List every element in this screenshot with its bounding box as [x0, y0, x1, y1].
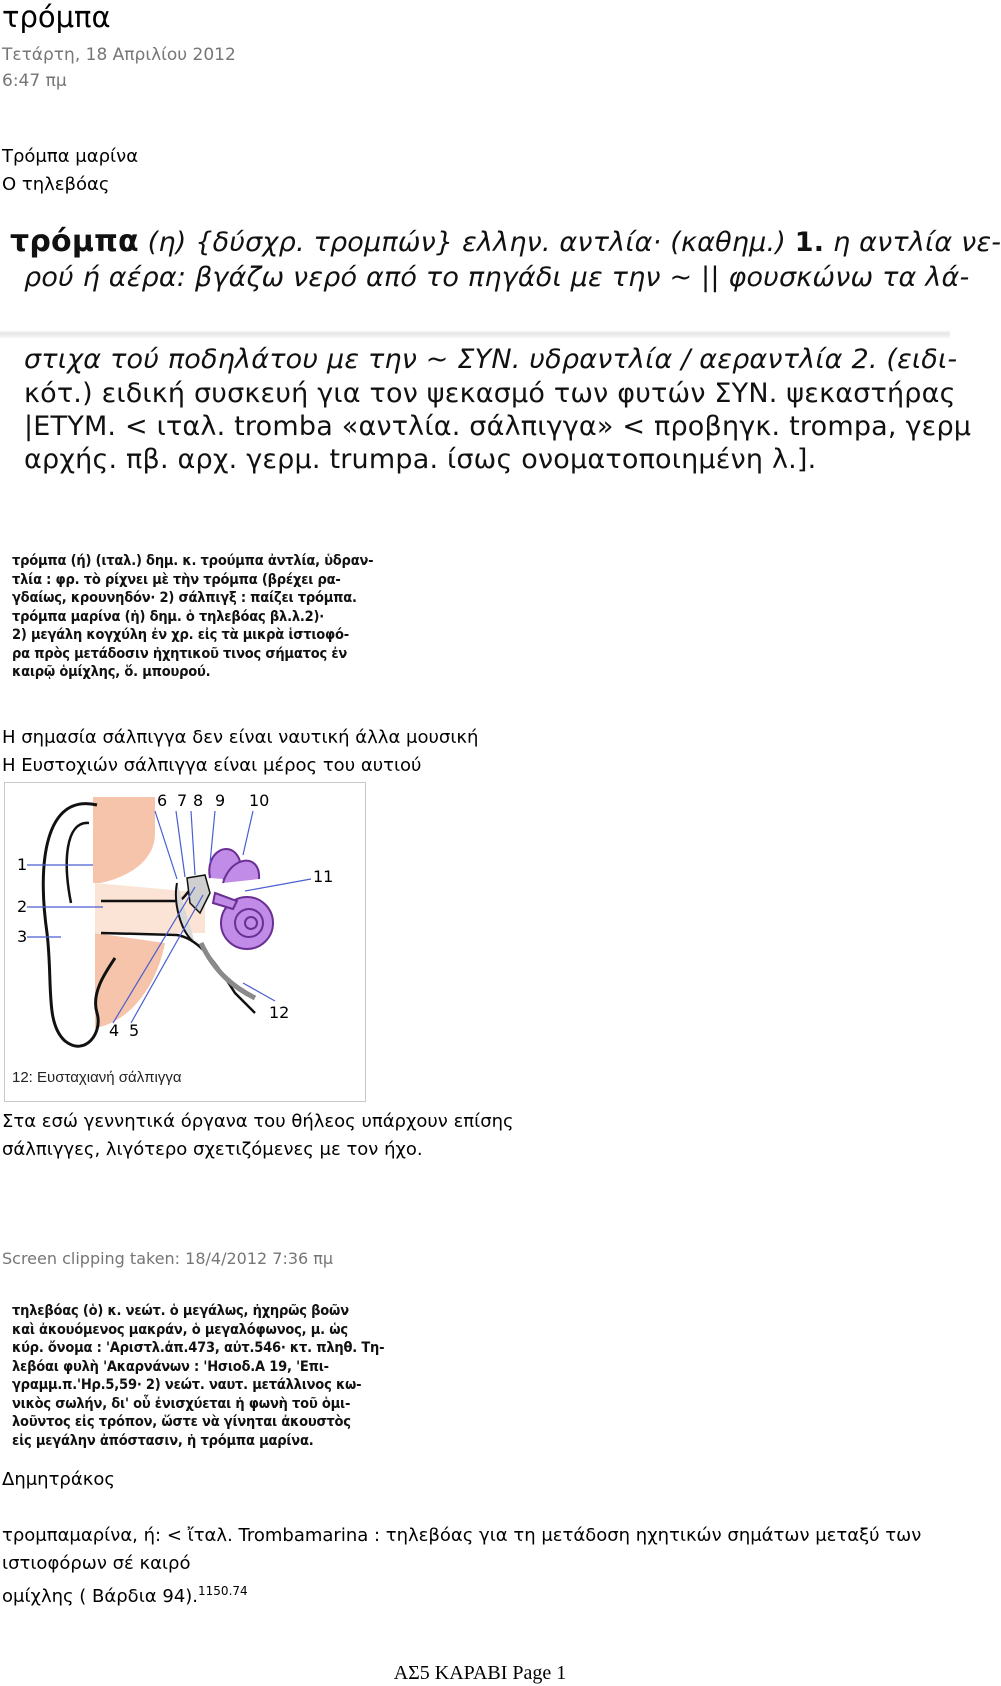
- entry-2-line: τλία : φρ. τὸ ρίχνει μὲ τὴν τρόμπα (βρέχει ρα-: [12, 571, 341, 588]
- entry-3-line: κύρ. ὄνομα : 'Αριστλ.ἀπ.473, αὐτ.546· κτ. πληθ. Τη-: [12, 1340, 385, 1356]
- inner-ear: [209, 849, 273, 949]
- entry-3-line: γραμμ.π.'Ηρ.5,59· 2) νεώτ. ναυτ. μετάλλινος κω-: [12, 1377, 362, 1393]
- intro-line-1: Τρόμπα μαρίνα: [2, 146, 139, 167]
- page-date: Τετάρτη, 18 Απριλίου 2012: [2, 45, 236, 65]
- ear-label-12: 12: [269, 1003, 290, 1022]
- ear-diagram-caption: 12: Ευσταχιανή σάλπιγγα: [12, 1069, 182, 1086]
- entry-grammar: (η) {δύσχρ. τρομπών} ελλην. αντλία· (καθημ.): [138, 227, 795, 258]
- entry-2-line: 2) μεγάλη κογχύλη ἐν χρ. εἰς τὰ μικρὰ ἱστιοφό-: [12, 627, 349, 643]
- page-title: τρόμπα: [2, 0, 111, 34]
- dictionary-entry-3: [12, 1302, 492, 1450]
- definition-line-2: ιστιοφόρων σέ καιρό: [2, 1553, 191, 1574]
- page-time: 6:47 πμ: [2, 71, 67, 91]
- definition-reference: 1150.74: [198, 1584, 248, 1598]
- dictionary-entry-1-line-4: κότ.) ειδική συσκευή για τον ψεκασμό των φυτών ΣΥΝ. ψεκαστήρας: [24, 376, 956, 412]
- entry-2-line: τρόμπα (ή) (ιταλ.) δημ. κ. τρούμπα ἀντλία, ὑδραν-: [12, 553, 374, 569]
- ear-diagram: [4, 782, 366, 1102]
- entry-3-line: νικὸς σωλήν, δι' οὗ ἐνισχύεται ἡ φωνὴ τοῦ ὁμι-: [12, 1395, 351, 1412]
- entry-3-line: λοῦντος εἰς τρόπον, ὥστε νὰ γίνηται ἀκουστὸς: [12, 1414, 351, 1430]
- entry-3-line: τηλεβόας (ὁ) κ. νεώτ. ὁ μεγάλως, ἠχηρῶς βοῶν: [12, 1303, 349, 1319]
- source-name: Δημητράκος: [2, 1469, 115, 1490]
- entry-2-line: γδαίως, κρουνηδόν· 2) σάλπιγξ : παίζει τρόμπα.: [12, 590, 357, 606]
- entry-2-line: καιρῷ ὁμίχλης, ὅ. μπουρού.: [12, 664, 211, 680]
- note-line-1: Η σημασία σάλπιγγα δεν είναι ναυτική άλλα μουσική: [2, 727, 479, 748]
- ear-label-2: 2: [17, 897, 28, 916]
- note-line-2: Η Ευστοχιών σάλπιγγα είναι μέρος του αυτιού: [2, 755, 422, 776]
- entry-2-line: τρόμπα μαρίνα (ἡ) δημ. ὁ τηλεβόας βλ.λ.2)·: [12, 608, 325, 625]
- ear-label-1: 1: [17, 855, 28, 874]
- eustachian-tube: [201, 943, 255, 998]
- ear-illustration: [5, 783, 365, 1101]
- ear-label-9: 9: [215, 791, 226, 810]
- after-diagram-line-1: Στα εσώ γεννητικά όργανα του θήλεος υπάρχουν επίσης: [2, 1111, 514, 1132]
- entry-headword: τρόμπα: [10, 224, 139, 259]
- entry-3-line: καὶ ἀκουόμενος μακράν, ὁ μεγαλόφωνος, μ. ὡς: [12, 1321, 348, 1338]
- dictionary-entry-2: [12, 552, 472, 682]
- ear-label-11: 11: [313, 867, 334, 886]
- outer-ear-skin: [93, 797, 155, 883]
- definition-line-3: [2, 1578, 248, 1610]
- ear-label-7: 7: [177, 791, 188, 810]
- entry-2-line: ρα πρὸς μετάδοσιν ἠχητικοῦ τινος σήματος ἐν: [12, 645, 348, 662]
- entry-sense-number: 1.: [794, 227, 825, 258]
- ear-label-5: 5: [129, 1021, 140, 1040]
- ear-label-10: 10: [249, 791, 270, 810]
- dictionary-entry-1-line-1: [10, 224, 1001, 261]
- definition-text: ομίχλης ( Βάρδια 94).: [2, 1586, 199, 1607]
- entry-3-line: λεβόαι φυλὴ 'Ακαρνάνων : 'Ησιοδ.Α 19, 'Επι-: [12, 1358, 329, 1375]
- ear-label-6: 6: [157, 791, 168, 810]
- definition-line-1: τρομπαμαρίνα, ή: < ἴταλ. Trombamarina : τηλεβόας για τη μετάδοση ηχητικών σημάτων μεταξύ των: [2, 1525, 922, 1546]
- page-footer: ΑΣ5 ΚΑΡΑΒΙ Page 1: [393, 1662, 567, 1684]
- ear-label-3: 3: [17, 927, 28, 946]
- ear-label-4: 4: [109, 1021, 120, 1040]
- dictionary-entry-1-line-3: στιχα τού ποδηλάτου με την ~ ΣΥΝ. υδραντλία / αεραντλία 2. (ειδι-: [24, 342, 957, 378]
- dictionary-entry-1-line-5: |ΕΤΥΜ. < ιταλ. tromba «αντλία. σάλπιγγα» < προβηγκ. trompa, γερμ: [24, 409, 971, 445]
- clipping-caption: Screen clipping taken: 18/4/2012 7:36 πμ: [2, 1249, 334, 1268]
- dictionary-entry-1-line-2: ρού ή αέρα: βγάζω νερό από το πηγάδι με την ~ || φουσκώνω τα λά-: [24, 260, 969, 296]
- scan-divider: [0, 330, 950, 338]
- dictionary-entry-1-line-6: αρχής. πβ. αρχ. γερμ. trumpa. ίσως ονοματοποιημένη λ.].: [24, 442, 816, 478]
- intro-line-2: Ο τηλεβόας: [2, 174, 110, 195]
- ear-label-8: 8: [193, 791, 204, 810]
- entry-sense: η αντλία νε-: [824, 227, 1001, 258]
- entry-3-line: εἰς μεγάλην ἀπόστασιν, ἡ τρόμπα μαρίνα.: [12, 1432, 314, 1449]
- after-diagram-line-2: σάλπιγγες, λιγότερο σχετιζόμενες με τον ήχο.: [2, 1139, 423, 1160]
- pinna-inner: [67, 823, 89, 903]
